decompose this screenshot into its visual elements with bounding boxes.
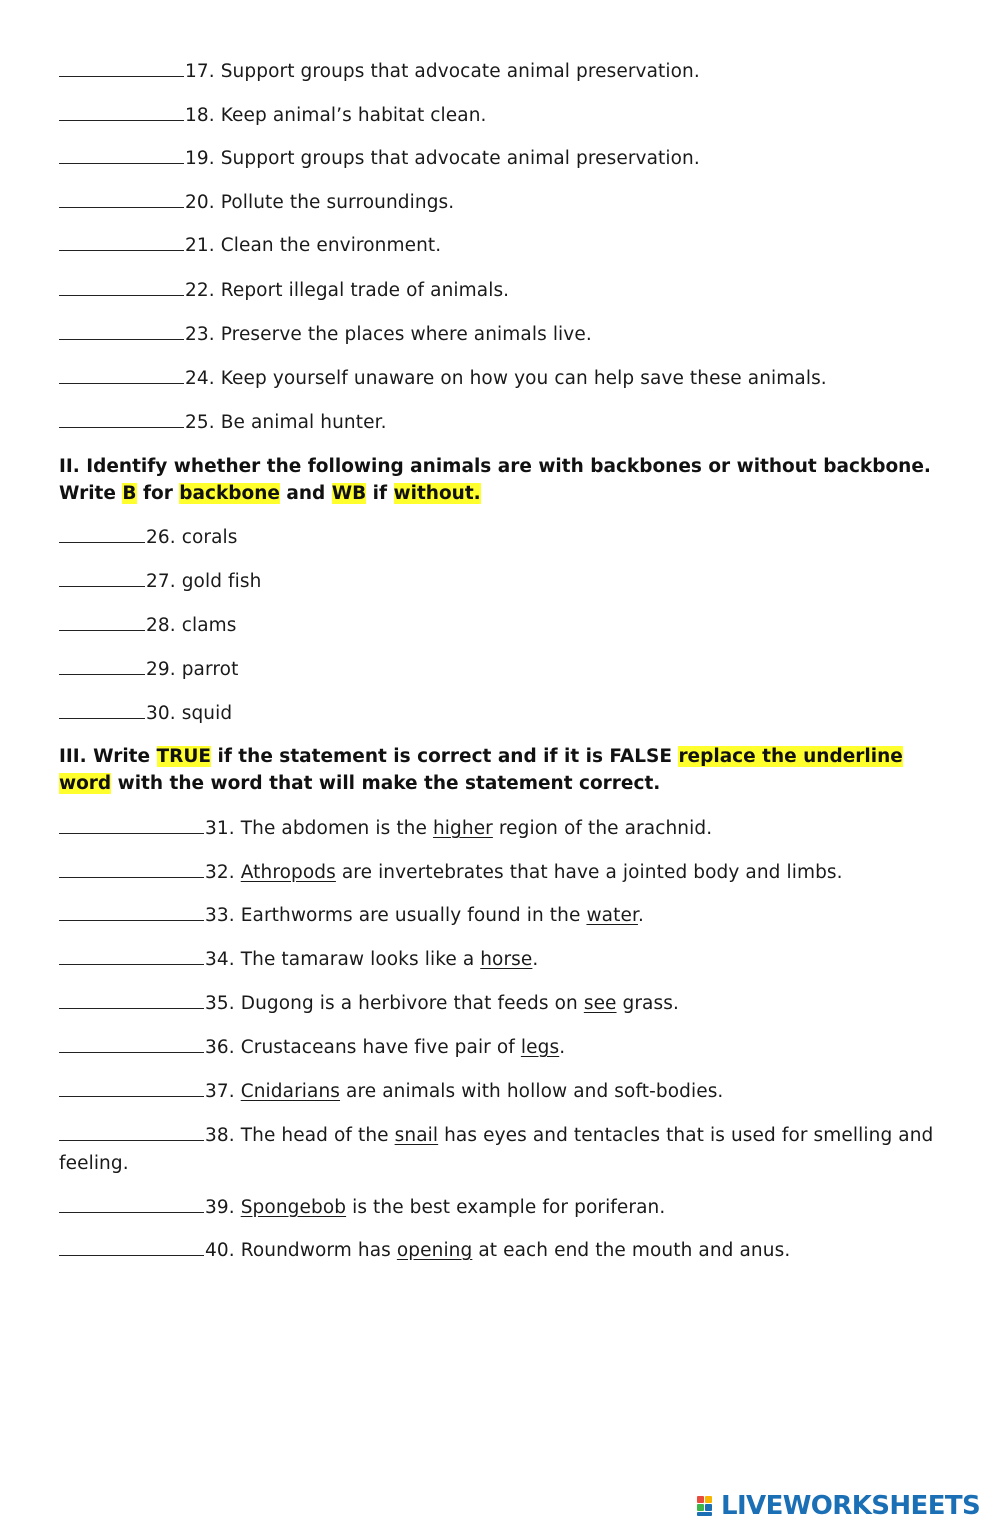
- question-25: 25. Be animal hunter.: [59, 408, 949, 437]
- question-39: 39. Spongebob is the best example for poriferan.: [59, 1193, 949, 1222]
- answer-blank[interactable]: [59, 231, 184, 251]
- question-38: 38. The head of the snail has eyes and tentacles that is used for smelling and feeling.: [59, 1121, 949, 1178]
- underlined-word: opening: [396, 1240, 473, 1261]
- liveworksheets-logo-icon: [697, 1494, 719, 1518]
- underlined-word: snail: [394, 1125, 439, 1146]
- answer-blank[interactable]: [59, 655, 145, 675]
- answer-blank[interactable]: [59, 1033, 204, 1053]
- answer-blank[interactable]: [59, 364, 184, 384]
- question-23: 23. Preserve the places where animals live.: [59, 320, 949, 349]
- question-22: 22. Report illegal trade of animals.: [59, 276, 949, 305]
- question-40: 40. Roundworm has opening at each end the mouth and anus.: [59, 1236, 949, 1265]
- answer-blank[interactable]: [59, 276, 184, 296]
- underlined-word: Athropods: [240, 862, 336, 883]
- question-27: 27. gold fish: [59, 567, 949, 596]
- answer-blank[interactable]: [59, 320, 184, 340]
- question-37: 37. Cnidarians are animals with hollow and soft-bodies.: [59, 1077, 949, 1106]
- answer-blank[interactable]: [59, 408, 184, 428]
- underlined-word: Cnidarians: [240, 1081, 341, 1102]
- answer-blank[interactable]: [59, 101, 184, 121]
- answer-blank[interactable]: [59, 1121, 204, 1141]
- question-31: 31. The abdomen is the higher region of the arachnid.: [59, 814, 949, 843]
- question-19: 19. Support groups that advocate animal preservation.: [59, 144, 949, 173]
- answer-blank[interactable]: [59, 945, 204, 965]
- answer-blank[interactable]: [59, 188, 184, 208]
- answer-blank[interactable]: [59, 567, 145, 587]
- answer-blank[interactable]: [59, 1236, 204, 1256]
- part3-instructions: III. Write TRUE if the statement is correct and if it is FALSE replace the underline word with the word that will make the statement correct.: [59, 746, 903, 794]
- answer-blank[interactable]: [59, 901, 204, 921]
- underlined-word: water: [586, 905, 638, 926]
- underlined-word: legs: [520, 1037, 560, 1058]
- underlined-word: higher: [432, 818, 493, 839]
- underlined-word: Spongebob: [240, 1197, 347, 1218]
- answer-blank[interactable]: [59, 858, 204, 878]
- answer-blank[interactable]: [59, 57, 184, 77]
- answer-blank[interactable]: [59, 144, 184, 164]
- answer-blank[interactable]: [59, 699, 145, 719]
- question-24: 24. Keep yourself unaware on how you can help save these animals.: [59, 364, 949, 393]
- question-34: 34. The tamaraw looks like a horse.: [59, 945, 949, 974]
- answer-blank[interactable]: [59, 989, 204, 1009]
- question-20: 20. Pollute the surroundings.: [59, 188, 949, 217]
- answer-blank[interactable]: [59, 523, 145, 543]
- answer-blank[interactable]: [59, 1077, 204, 1097]
- underlined-word: see: [583, 993, 617, 1014]
- question-33: 33. Earthworms are usually found in the water.: [59, 901, 949, 930]
- question-26: 26. corals: [59, 523, 949, 552]
- question-17: 17. Support groups that advocate animal preservation.: [59, 57, 949, 86]
- answer-blank[interactable]: [59, 814, 204, 834]
- question-35: 35. Dugong is a herbivore that feeds on see grass.: [59, 989, 949, 1018]
- question-21: 21. Clean the environment.: [59, 231, 949, 260]
- part2-instructions: II. Identify whether the following animals are with backbones or without backbone. Write B for backbone and WB if without.: [59, 456, 931, 504]
- question-28: 28. clams: [59, 611, 949, 640]
- underlined-word: horse: [480, 949, 533, 970]
- question-36: 36. Crustaceans have five pair of legs.: [59, 1033, 949, 1062]
- question-32: 32. Athropods are invertebrates that have a jointed body and limbs.: [59, 858, 949, 887]
- question-29: 29. parrot: [59, 655, 949, 684]
- liveworksheets-logo-text: LIVEWORKSHEETS: [721, 1491, 981, 1521]
- answer-blank[interactable]: [59, 1193, 204, 1213]
- question-18: 18. Keep animal’s habitat clean.: [59, 101, 949, 130]
- liveworksheets-logo[interactable]: [697, 1491, 980, 1521]
- question-30: 30. squid: [59, 699, 949, 728]
- answer-blank[interactable]: [59, 611, 145, 631]
